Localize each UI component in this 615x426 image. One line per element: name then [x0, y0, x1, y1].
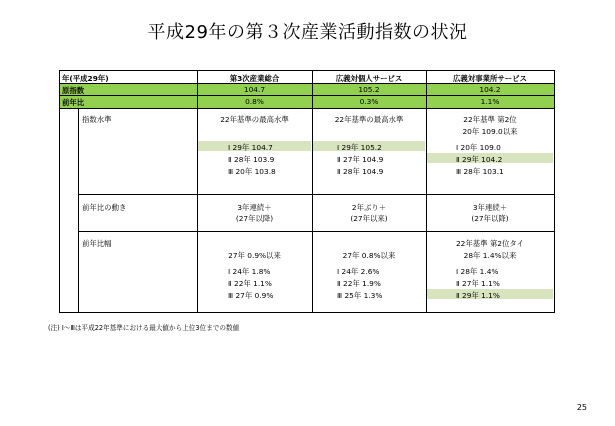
footnote: (注) Ⅰ～Ⅲは平成22年基準における最大値から上位3位までの数値	[48, 324, 240, 332]
level-business-rank3: Ⅲ 28年 103.1	[456, 167, 504, 176]
level-personal-rank1: Ⅰ 29年 105.2	[337, 143, 382, 152]
table-header	[60, 71, 554, 84]
range-business-top1: 22年基準 第2位タイ	[455, 239, 525, 248]
level-business-rank2: Ⅱ 29年 104.2	[456, 155, 503, 164]
col-header-total: 第3次産業総合	[229, 74, 280, 83]
level-personal-rank2: Ⅱ 27年 104.9	[337, 155, 384, 164]
movement-business-2: (27年以降)	[471, 214, 509, 223]
index-total: 104.7	[243, 85, 266, 94]
movement-business-1: 3年連続＋	[472, 203, 508, 212]
level-business-top2: 20年 109.0以来	[462, 127, 518, 136]
range-total-rank3: Ⅲ 27年 0.9%	[228, 291, 274, 300]
row-divider	[60, 108, 554, 109]
range-personal-rank3: Ⅲ 25年 1.3%	[337, 291, 383, 300]
col-header-personal: 広義対個人サービス	[335, 74, 403, 83]
movement-personal-1: 2年ぶり＋	[351, 203, 387, 212]
activity-index-table	[59, 70, 555, 313]
level-business-rank1: Ⅰ 20年 109.0	[456, 143, 501, 152]
level-personal-top: 22年基準の最高水準	[334, 115, 404, 124]
col-divider	[78, 108, 79, 312]
range-total-rank1: Ⅰ 24年 1.8%	[228, 267, 271, 276]
yoy-row-label: 前年比	[62, 98, 85, 107]
movement-personal-2: (27年以来)	[350, 214, 388, 223]
col-divider	[426, 71, 427, 312]
page-title: 平成29年の第３次産業活動指数の状況	[147, 22, 468, 43]
range-label: 前年比幅	[82, 239, 112, 248]
index-row-label: 原指数	[62, 86, 85, 95]
level-label: 指数水準	[82, 115, 112, 124]
movement-total-1: 3年連続＋	[237, 203, 272, 212]
movement-label: 前年比の動き	[82, 203, 127, 212]
col-header-business: 広義対事業所サービス	[453, 74, 527, 83]
col-divider	[197, 71, 198, 312]
range-personal-rank1: Ⅰ 24年 2.6%	[337, 267, 380, 276]
range-business-rank1: Ⅰ 28年 1.4%	[456, 267, 499, 276]
year-header: 年(平成29年)	[62, 74, 109, 83]
level-personal-rank3: Ⅱ 28年 104.9	[337, 167, 384, 176]
range-total-rank2: Ⅱ 22年 1.1%	[228, 279, 272, 288]
row-divider	[78, 231, 554, 232]
level-business-top1: 22年基準 第2位	[463, 115, 517, 124]
range-business-top2: 28年 1.4%以来	[463, 251, 517, 260]
yoy-total: 0.8%	[245, 97, 264, 106]
level-total-rank1: Ⅰ 29年 104.7	[228, 143, 273, 152]
range-personal-rank2: Ⅱ 22年 1.9%	[337, 279, 381, 288]
level-total-rank3: Ⅲ 20年 103.8	[228, 167, 276, 176]
level-total-top: 22年基準の最高水準	[220, 115, 289, 124]
range-business-rank3: Ⅱ 29年 1.1%	[456, 291, 500, 300]
level-total-rank2: Ⅱ 28年 103.9	[228, 155, 275, 164]
index-business: 104.2	[479, 85, 501, 94]
range-total-top: 27年 0.9%以来	[228, 251, 281, 260]
index-personal: 105.2	[358, 85, 380, 94]
row-divider	[78, 194, 554, 195]
page-number: 25	[576, 403, 587, 412]
range-business-rank2: Ⅱ 27年 1.1%	[456, 279, 500, 288]
yoy-row	[60, 96, 554, 108]
range-personal-top: 27年 0.8%以来	[342, 251, 396, 260]
col-divider	[312, 71, 313, 312]
index-row	[60, 84, 554, 95]
row-divider	[60, 95, 554, 96]
yoy-personal: 0.3%	[359, 97, 379, 106]
movement-total-2: (27年以降)	[235, 214, 274, 223]
yoy-business: 1.1%	[480, 97, 500, 106]
